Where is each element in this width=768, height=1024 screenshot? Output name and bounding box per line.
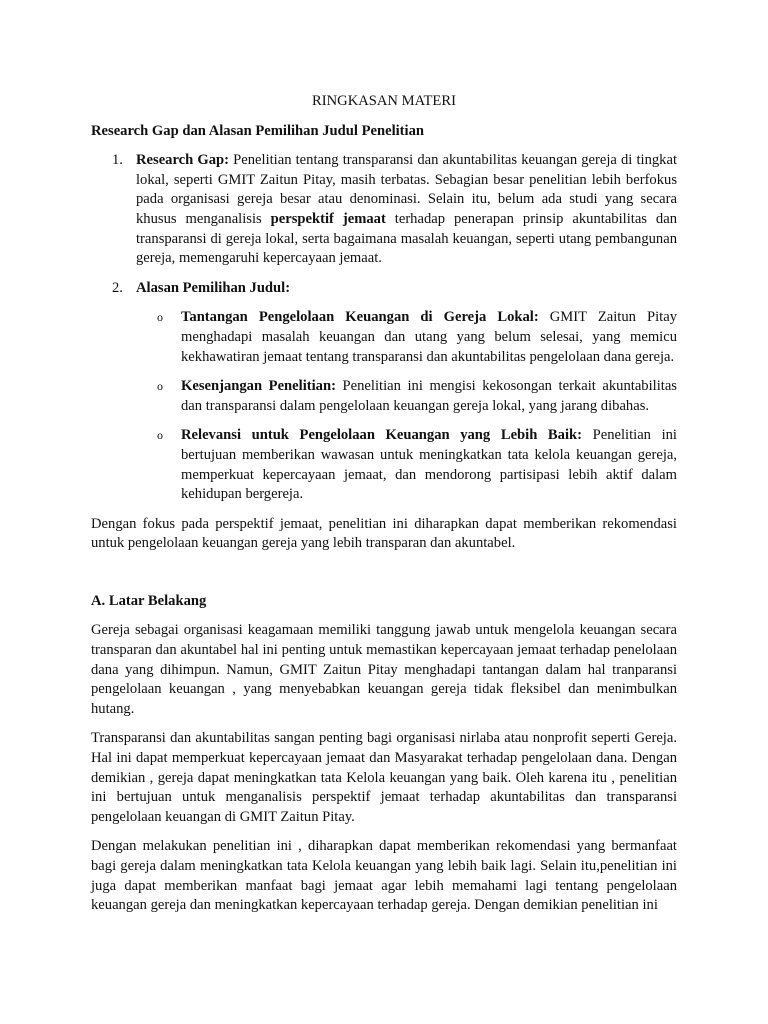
list-item-body-b: terhadap penerapan prinsip akuntabilitas dan transparansi di gereja lokal, serta bagaimana masalah keuangan, seperti utang pembangunan gereja, memengaruhi kepercayaan jemaat.	[136, 210, 677, 267]
list-item-lead: Alasan Pemilihan Judul:	[136, 279, 291, 296]
closing-paragraph: Dengan fokus pada perspektif jemaat, penelitian ini diharapkan dapat memberikan rekomendasi untuk pengelolaan keuangan gereja yang lebih transparan dan akuntabel.	[91, 515, 677, 552]
bullet-marker: o	[157, 310, 163, 325]
list-number: 2.	[112, 279, 123, 296]
bullet-lead: Tantangan Pengelolaan Keuangan di Gereja Lokal:	[181, 309, 539, 326]
bullet-text	[181, 308, 677, 367]
document-subtitle: Research Gap dan Alasan Pemilihan Judul Penelitian	[91, 122, 425, 139]
body-paragraph: Transparansi dan akuntabilitas sangan penting bagi organisasi nirlaba atau nonprofit seperti Gereja. Hal ini dapat memperkuat kepercayaan jemaat dan Masyarakat terhadap pengelolaan dana. Dengan demikian , gereja dapat meningkatkan tata Kelola keuangan yang baik. Oleh karena itu , penelitian ini bertujuan untuk menganalisis perspektif jemaat terhadap akuntabilitas dan transparansi pengelolaan keuangan di GMIT Zaitun Pitay.	[91, 730, 677, 825]
list-item-lead: Research Gap:	[136, 152, 230, 169]
bullet-list	[136, 308, 677, 504]
list-item-research-gap	[91, 151, 677, 269]
bullet-item-kesenjangan	[136, 377, 677, 416]
list-item-emphasis: perspektif jemaat	[270, 210, 386, 227]
bullet-item-tantangan	[136, 308, 677, 367]
bullet-item-relevansi	[136, 426, 677, 504]
bullet-body: Penelitian ini bertujuan memberikan wawasan untuk meningkatkan tata kelola keuangan gereja, memperkuat kepercayaan jemaat, dan mendorong partisipasi lebih aktif dalam kehidupan bergereja.	[181, 427, 677, 503]
list-number: 1.	[112, 152, 123, 169]
bullet-marker: o	[157, 428, 163, 443]
list-item-text	[136, 279, 677, 299]
numbered-list	[91, 151, 677, 505]
list-item-alasan	[91, 279, 677, 505]
body-paragraph: Dengan melakukan penelitian ini , diharapkan dapat memberikan rekomendasi yang bermanfaat bagi gereja dalam meningkatkan tata Kelola keuangan yang lebih baik lagi. Selain itu,penelitian ini juga dapat memberikan manfaat bagi jemaat agar lebih memahami lagi tentang pengelolaan keuangan gereja dan meningkatkan kepercayaan terhadap gereja. Dengan demikian penelitian ini	[91, 838, 677, 914]
bullet-body: GMIT Zaitun Pitay menghadapi masalah keuangan dan utang yang belum selesai, yang memicu kekhawatiran jemaat tentang transparansi dan akuntabilitas pengelolaan dana gereja.	[181, 309, 677, 365]
list-item-body-a: Penelitian tentang transparansi dan akuntabilitas keuangan gereja di tingkat lokal, seperti GMIT Zaitun Pitay, masih terbatas. Sebagian besar penelitian lebih berfokus pada organisasi gereja besar atau denominasi. Selain itu, belum ada studi yang secara khusus menganalisis	[136, 152, 677, 227]
document-page	[91, 92, 677, 926]
section-heading-latar-belakang: A. Latar Belakang	[91, 592, 207, 609]
bullet-lead: Kesenjangan Penelitian:	[181, 378, 336, 395]
list-item-text	[136, 151, 677, 269]
bullet-body: Penelitian ini mengisi kekosongan terkait akuntabilitas dan transparansi dalam pengelolaan keuangan gereja lokal, yang jarang dibahas.	[181, 378, 677, 414]
bullet-text	[181, 377, 677, 416]
bullet-lead: Relevansi untuk Pengelolaan Keuangan yang Lebih Baik:	[181, 427, 582, 444]
bullet-marker: o	[157, 379, 163, 394]
document-title: RINGKASAN MATERI	[312, 93, 456, 109]
body-paragraph: Gereja sebagai organisasi keagamaan memiliki tanggung jawab untuk mengelola keuangan secara transparan dan akuntabel hal ini penting untuk memastikan kepercayaan jemaat terhadap penelolaan dana yang dihimpun. Namun, GMIT Zaitun Pitay menghadapi tantangan dalam hal tranparansi pengelolaan keuangan , yang menyebabkan keuangan gereja tidak fleksibel dan menimbulkan hutang.	[91, 622, 677, 717]
bullet-text	[181, 426, 677, 504]
